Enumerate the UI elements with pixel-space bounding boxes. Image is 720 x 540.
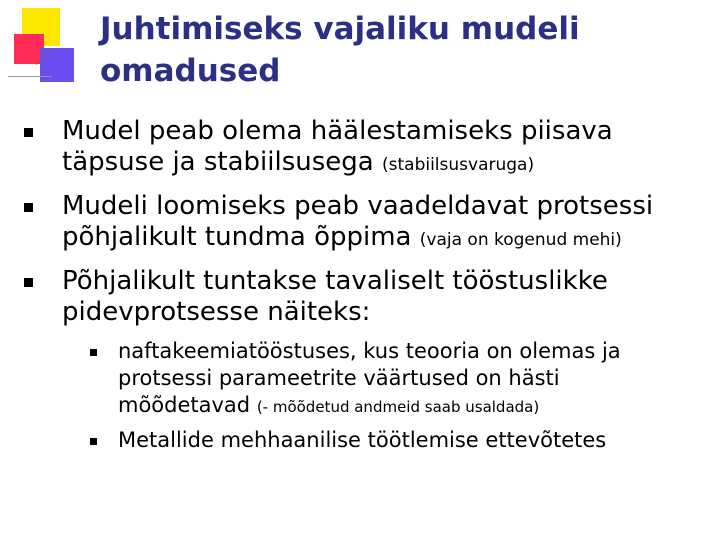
- title-line-1: Juhtimiseks vajaliku mudeli: [100, 11, 580, 47]
- bullet-2-line-2: [62, 222, 712, 256]
- sub-bullet-item-2: [90, 427, 720, 454]
- sub-bullet-1-line-3: [118, 392, 720, 421]
- title-line-2: omadused: [100, 53, 281, 89]
- bullet-item-3: [22, 266, 712, 454]
- sub-bullet-1-line-2: protsessi parameetrite väärtused on hästi: [118, 366, 560, 390]
- bullet-2-line-1: Mudeli loomiseks peab vaadeldavat protsessi: [62, 191, 654, 221]
- bullet-square-icon: [24, 203, 33, 212]
- bullet-1-line-2: [62, 147, 712, 181]
- bullet-2-note: (vaja on kogenud mehi): [419, 230, 622, 250]
- bullet-1-text: täpsuse ja stabiilsusega: [62, 147, 382, 177]
- bullet-3-line-2: pidevprotsesse näiteks:: [62, 297, 371, 327]
- bullet-1-note: (stabiilsusvaruga): [382, 155, 535, 175]
- bullet-3-line-1: Põhjalikult tuntakse tavaliselt tööstuslikke: [62, 266, 608, 296]
- bullet-item-1: [22, 116, 712, 181]
- sub-bullet-item-1: [90, 338, 720, 421]
- bullet-square-icon: [24, 128, 33, 137]
- sub-bullet-square-icon: [90, 349, 97, 356]
- bullet-list: [22, 116, 712, 464]
- bullet-square-icon: [24, 278, 33, 287]
- slide-title: [100, 8, 700, 92]
- sub-bullet-1-text: mõõdetavad: [118, 393, 257, 417]
- sub-bullet-square-icon: [90, 438, 97, 445]
- slide-logo: [0, 0, 80, 90]
- logo-line: [8, 76, 52, 77]
- sub-bullet-1-line-1: naftakeemiatööstuses, kus teooria on olemas ja: [118, 339, 621, 363]
- bullet-item-2: [22, 191, 712, 256]
- sub-bullet-2-line-1: Metallide mehhaanilise töötlemise ettevõtetes: [118, 428, 607, 452]
- sub-bullet-1-note: (- mõõdetud andmeid saab usaldada): [256, 398, 540, 416]
- bullet-2-text: põhjalikult tundma õppima: [62, 222, 420, 252]
- bullet-1-line-1: Mudel peab olema häälestamiseks piisava: [62, 116, 613, 146]
- sub-bullet-list: [90, 338, 720, 454]
